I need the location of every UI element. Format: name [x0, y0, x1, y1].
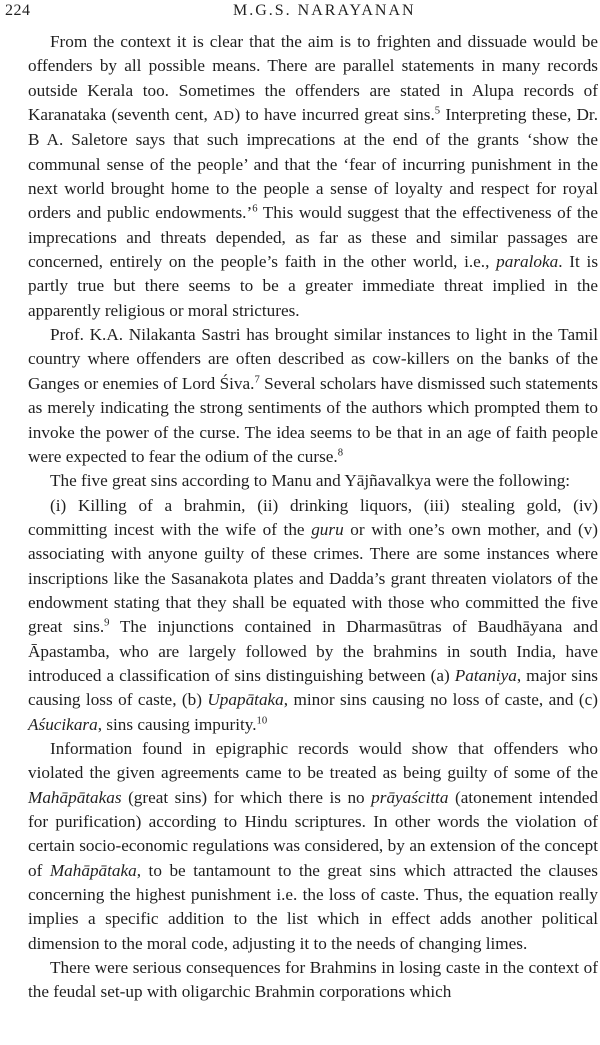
page-number: 224	[5, 2, 31, 19]
footnote-ref: 10	[256, 714, 268, 726]
italic-term: Pataniya	[454, 665, 517, 685]
paragraph-6	[28, 956, 598, 1005]
p2-text-b: Several scholars have dismissed such statements as merely indicating the strong sentiments of the authors which prompted them to invoke the power of the curse. The idea seems to be that in an age of faith people were expected to fear the odium of the curse.	[28, 373, 598, 466]
p4-text-f: , sins causing impurity.	[97, 714, 257, 734]
footnote-ref: 8	[337, 447, 344, 459]
paragraph-2	[28, 323, 598, 469]
italic-term: paraloka	[496, 252, 559, 272]
p5-text-a: Information found in epigraphic records would show that offenders who violated the given agreements came to be treated as being guilty of some of the	[28, 738, 598, 783]
p4-text-a: (i) Killing of a brahmin, (ii) drinking liquors, (iii) stealing gold, (iv) committing incest with the wife of the	[28, 495, 598, 539]
page-header	[5, 0, 565, 26]
italic-term: prāyaścitta	[371, 787, 449, 807]
paragraph-5	[28, 737, 598, 956]
p4-text-c: The injunctions contained in Dharmasūtras of Baudhāyana and Āpastamba, who are largely followed by the brahmins in south India, have introduced a classification of sins distinguishing between (a)	[28, 617, 598, 685]
p1-text-b: ) to have incurred great sins.	[234, 105, 435, 125]
p1-text-c: Interpreting these, Dr. B A. Saletore says that such imprecations at the end of the grants ‘show the communal sense of the people’ and that the ‘fear of incurring punishment in the next world brought home to the people a sense of loyalty and respect for royal orders and public endowments.’	[28, 105, 598, 223]
footnote-ref: 7	[254, 374, 260, 386]
p1-text-a: From the context it is clear that the aim is to frighten and dissuade would be offenders by all possible means. There are parallel statements in many records outside Kerala too. Sometimes the offenders are stated in Alupa records of Karanataka (seventh cent,	[28, 32, 598, 125]
italic-term: Mahāpātakas	[28, 787, 122, 807]
p2-text-a: Prof. K.A. Nilakanta Sastri has brought similar instances to light in the Tamil country where offenders are often described as cow-killers on the banks of the Ganges or enemies of Lord Śiva.	[28, 325, 598, 393]
footnote-ref: 5	[434, 105, 441, 117]
p4-text-b: or with one’s own mother, and (v) associating with anyone guilty of these crimes. There are some instances where inscriptions like the Sasanakota plates and Dadda’s grant threaten violators of the endowment stating that they shall be equated with those who committed the five great sins.	[28, 519, 599, 637]
era-abbreviation: AD	[213, 108, 235, 125]
paragraph-4	[28, 494, 598, 737]
running-head: M.G.S. NARAYANAN	[233, 2, 416, 19]
body-text	[28, 30, 598, 1005]
p3-text-a: The five great sins according to Manu and Yājñavalkya were the following:	[50, 471, 571, 491]
paragraph-3	[28, 469, 598, 493]
p1-text-e: . It is partly true but there seems to be a greater immediate threat implied in the apparently religious or moral strictures.	[28, 252, 599, 320]
italic-term: guru	[311, 519, 344, 539]
p4-text-d: , major sins causing loss of caste, (b)	[28, 665, 598, 710]
p5-text-b: (great sins) for which there is no	[121, 787, 372, 807]
p4-text-e: , minor sins causing no loss of caste, and (c)	[283, 690, 598, 710]
p1-text-d: This would suggest that the effectiveness of the imprecations and threats depended, as far as these and similar passages are concerned, entirely on the people’s faith in the other world, i.e.,	[28, 203, 598, 272]
paragraph-1	[28, 30, 598, 323]
italic-term: Mahāpātaka	[49, 860, 137, 880]
p6-text-a: There were serious consequences for Brahmins in losing caste in the context of the feudal set-up with oligarchic Brahmin corporations which	[28, 958, 598, 1002]
p5-text-d: , to be tantamount to the great sins which attracted the clauses concerning the highest punishment i.e. the loss of caste. Thus, the equation really implies a specific addition to the list which in effect adds another political dimension to the moral code, adjusting it to the needs of changing limes.	[28, 860, 598, 953]
footnote-ref: 6	[252, 203, 258, 215]
p5-text-c: (atonement intended for purification) according to Hindu scriptures. In other words the violation of certain socio-economic regulations was considered, by an extension of the concept of	[28, 787, 598, 880]
footnote-ref: 9	[104, 617, 110, 629]
italic-term: Aśucikara	[28, 714, 98, 734]
italic-term: Upapātaka	[207, 690, 284, 710]
